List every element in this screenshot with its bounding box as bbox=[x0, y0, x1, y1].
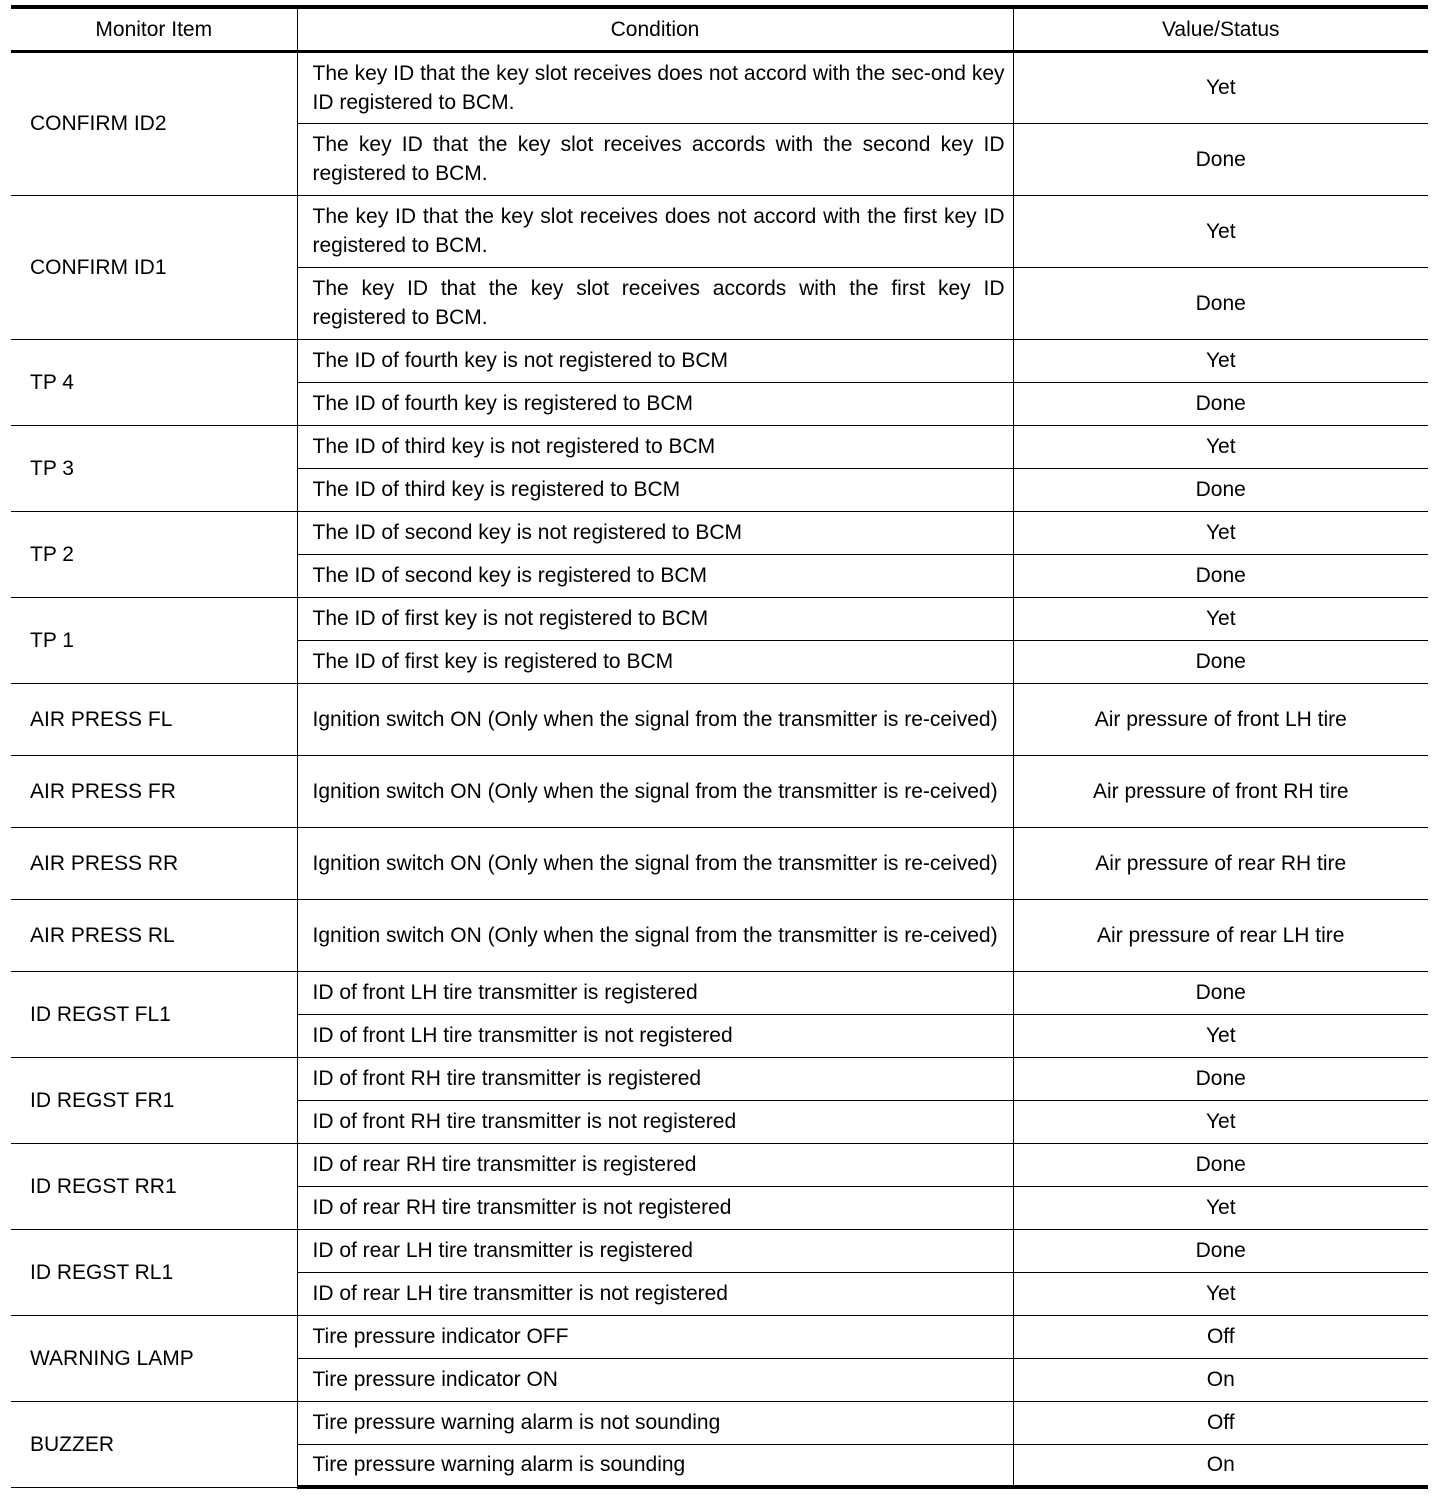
value-status-cell: Off bbox=[1013, 1315, 1428, 1358]
value-status-cell: Done bbox=[1013, 1057, 1428, 1100]
table-row bbox=[11, 971, 1428, 1014]
condition-cell: Tire pressure indicator OFF bbox=[297, 1315, 1013, 1358]
monitor-item-cell: AIR PRESS RL bbox=[11, 899, 297, 971]
condition-cell: The key ID that the key slot receives accords with the first key ID registered to BCM. bbox=[297, 267, 1013, 339]
monitor-item-cell: TP 4 bbox=[11, 339, 297, 425]
monitor-item-cell: ID REGST RR1 bbox=[11, 1143, 297, 1229]
condition-cell: ID of front RH tire transmitter is registered bbox=[297, 1057, 1013, 1100]
condition-cell: The ID of fourth key is registered to BCM bbox=[297, 382, 1013, 425]
table-row bbox=[11, 899, 1428, 971]
table-row bbox=[11, 339, 1428, 382]
table-row bbox=[11, 1143, 1428, 1186]
value-status-cell: On bbox=[1013, 1358, 1428, 1401]
value-status-cell: Done bbox=[1013, 554, 1428, 597]
value-status-cell: Yet bbox=[1013, 51, 1428, 123]
value-status-cell: Done bbox=[1013, 267, 1428, 339]
table-row bbox=[11, 51, 1428, 123]
value-status-cell: Done bbox=[1013, 971, 1428, 1014]
condition-cell: ID of rear LH tire transmitter is registered bbox=[297, 1229, 1013, 1272]
condition-cell: ID of rear RH tire transmitter is registered bbox=[297, 1143, 1013, 1186]
value-status-cell: Done bbox=[1013, 640, 1428, 683]
condition-cell: Tire pressure warning alarm is sounding bbox=[297, 1444, 1013, 1487]
table-row bbox=[11, 597, 1428, 640]
table-row bbox=[11, 195, 1428, 267]
monitor-item-cell: CONFIRM ID2 bbox=[11, 51, 297, 195]
value-status-cell: Air pressure of front LH tire bbox=[1013, 683, 1428, 755]
value-status-cell: Done bbox=[1013, 123, 1428, 195]
monitor-item-cell: ID REGST FL1 bbox=[11, 971, 297, 1057]
header-row bbox=[11, 7, 1428, 51]
condition-cell: The ID of first key is registered to BCM bbox=[297, 640, 1013, 683]
monitor-item-cell: TP 1 bbox=[11, 597, 297, 683]
condition-cell: The ID of second key is registered to BCM bbox=[297, 554, 1013, 597]
value-status-cell: Yet bbox=[1013, 597, 1428, 640]
condition-cell: ID of front LH tire transmitter is registered bbox=[297, 971, 1013, 1014]
condition-cell: The ID of second key is not registered to BCM bbox=[297, 511, 1013, 554]
condition-cell: The ID of first key is not registered to BCM bbox=[297, 597, 1013, 640]
value-status-cell: Done bbox=[1013, 1229, 1428, 1272]
condition-cell: Ignition switch ON (Only when the signal from the transmitter is re-ceived) bbox=[297, 683, 1013, 755]
table-row bbox=[11, 755, 1428, 827]
monitor-item-cell: WARNING LAMP bbox=[11, 1315, 297, 1401]
value-status-cell: Yet bbox=[1013, 1014, 1428, 1057]
value-status-cell: Yet bbox=[1013, 339, 1428, 382]
value-status-cell: Done bbox=[1013, 468, 1428, 511]
condition-cell: The key ID that the key slot receives does not accord with the first key ID registered to BCM. bbox=[297, 195, 1013, 267]
value-status-cell: Air pressure of rear RH tire bbox=[1013, 827, 1428, 899]
condition-cell: ID of front RH tire transmitter is not registered bbox=[297, 1100, 1013, 1143]
header-condition: Condition bbox=[297, 7, 1013, 51]
table-body bbox=[11, 51, 1428, 1487]
table-row bbox=[11, 511, 1428, 554]
condition-cell: ID of rear RH tire transmitter is not registered bbox=[297, 1186, 1013, 1229]
condition-cell: The key ID that the key slot receives does not accord with the sec-ond key ID registered to BCM. bbox=[297, 51, 1013, 123]
table-row bbox=[11, 1057, 1428, 1100]
value-status-cell: Air pressure of front RH tire bbox=[1013, 755, 1428, 827]
value-status-cell: Off bbox=[1013, 1401, 1428, 1444]
condition-cell: The ID of fourth key is not registered to BCM bbox=[297, 339, 1013, 382]
condition-cell: Ignition switch ON (Only when the signal from the transmitter is re-ceived) bbox=[297, 899, 1013, 971]
monitor-item-cell: ID REGST FR1 bbox=[11, 1057, 297, 1143]
monitor-item-cell: AIR PRESS FL bbox=[11, 683, 297, 755]
condition-cell: Tire pressure warning alarm is not sounding bbox=[297, 1401, 1013, 1444]
value-status-cell: Done bbox=[1013, 382, 1428, 425]
condition-cell: The ID of third key is registered to BCM bbox=[297, 468, 1013, 511]
monitor-item-cell: CONFIRM ID1 bbox=[11, 195, 297, 339]
value-status-cell: Done bbox=[1013, 1143, 1428, 1186]
monitor-item-cell: AIR PRESS FR bbox=[11, 755, 297, 827]
monitor-item-cell: AIR PRESS RR bbox=[11, 827, 297, 899]
condition-cell: ID of rear LH tire transmitter is not registered bbox=[297, 1272, 1013, 1315]
value-status-cell: Yet bbox=[1013, 1100, 1428, 1143]
value-status-cell: On bbox=[1013, 1444, 1428, 1487]
monitor-table bbox=[11, 5, 1428, 1489]
condition-cell: Tire pressure indicator ON bbox=[297, 1358, 1013, 1401]
monitor-item-cell: BUZZER bbox=[11, 1401, 297, 1487]
monitor-item-cell: ID REGST RL1 bbox=[11, 1229, 297, 1315]
table-row bbox=[11, 1229, 1428, 1272]
condition-cell: Ignition switch ON (Only when the signal from the transmitter is re-ceived) bbox=[297, 827, 1013, 899]
table-row bbox=[11, 827, 1428, 899]
value-status-cell: Yet bbox=[1013, 1186, 1428, 1229]
table-row bbox=[11, 1315, 1428, 1358]
table-row bbox=[11, 425, 1428, 468]
header-value-status: Value/Status bbox=[1013, 7, 1428, 51]
value-status-cell: Yet bbox=[1013, 425, 1428, 468]
value-status-cell: Yet bbox=[1013, 511, 1428, 554]
table-row bbox=[11, 1401, 1428, 1444]
table-row bbox=[11, 683, 1428, 755]
monitor-item-cell: TP 2 bbox=[11, 511, 297, 597]
value-status-cell: Yet bbox=[1013, 195, 1428, 267]
header-monitor-item: Monitor Item bbox=[11, 7, 297, 51]
condition-cell: The key ID that the key slot receives accords with the second key ID registered to BCM. bbox=[297, 123, 1013, 195]
condition-cell: The ID of third key is not registered to BCM bbox=[297, 425, 1013, 468]
monitor-item-cell: TP 3 bbox=[11, 425, 297, 511]
condition-cell: ID of front LH tire transmitter is not registered bbox=[297, 1014, 1013, 1057]
value-status-cell: Yet bbox=[1013, 1272, 1428, 1315]
value-status-cell: Air pressure of rear LH tire bbox=[1013, 899, 1428, 971]
condition-cell: Ignition switch ON (Only when the signal from the transmitter is re-ceived) bbox=[297, 755, 1013, 827]
